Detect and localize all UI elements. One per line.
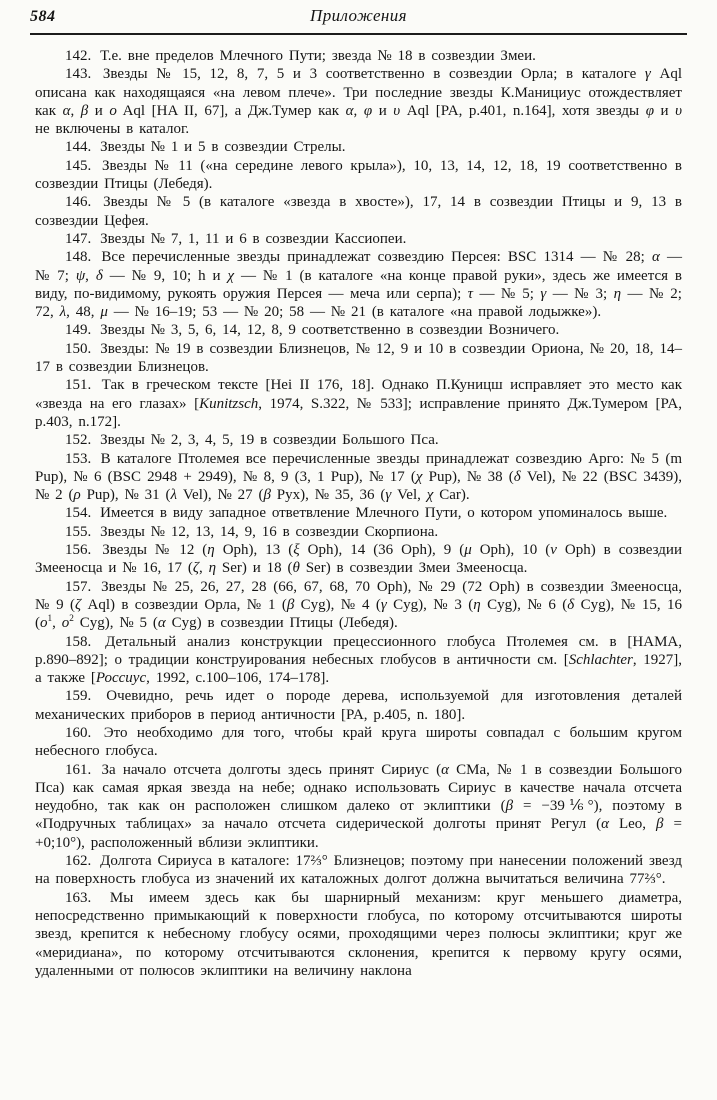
footnote-number: 160. [65, 724, 92, 741]
header-rule [30, 33, 687, 35]
footnote-number: 156. [65, 542, 92, 559]
footnote-number: 163. [65, 889, 92, 906]
footnote-item: 144. Звезды № 1 и 5 в созвездии Стрелы. [65, 139, 346, 156]
footnote-number: 153. [65, 450, 92, 467]
footnote-item: 150. Звезды: № 19 в созвездии Близнецов, № 12, 9 и 10 в созвездии Ориона, № 20, 18, 14–17 в созвездии Близнецов. [35, 340, 682, 376]
footnote-number: 145. [65, 157, 92, 174]
footnote-item: 154. Имеется в виду западное ответвление Млечного Пути, о котором упоминалось выше. [65, 505, 668, 522]
footnote-item: 162. Долгота Сириуса в каталоге: 17⅔° Близнецов; поэтому при нанесении положений звезд на поверхность глобуса из значений их каталожных долгот должна вычитаться величина 77⅔°. [35, 853, 682, 888]
footnote-number: 149. [65, 322, 92, 339]
footnote-item: 156. Звезды № 12 (η Oph), 13 (ξ Oph), 14 (36 Oph), 9 (μ Oph), 10 (ν Oph) в созвездии Змееносца и № 16, 17 (ζ, η Ser) и 18 (θ Ser) в созвездии Змеи Змееносца. [35, 542, 682, 577]
footnote-item: 149. Звезды № 3, 5, 6, 14, 12, 8, 9 соответственно в созвездии Возничего. [65, 322, 560, 339]
page-number: 584 [30, 8, 56, 25]
footnote-item: 145. Звезды № 11 («на середине левого крыла»), 10, 13, 14, 12, 18, 19 соответственно в созвездии Птицы (Лебедя). [35, 157, 682, 193]
footnote-item: 163. Мы имеем здесь как бы шарнирный механизм: круг меньшего диаметра, непосредственно примыкающий к поверхности глобуса, по которому отсчитываются широты звезд, крепится к небесному глобусу осями, проходящими через полюсы эклиптики; круг же «меридиана», по которому отсчитываются склонения, крепится к первому кругу осями, удаленными от полюсов эклиптики на величину наклона [35, 889, 682, 979]
footnote-item: 143. Звезды № 15, 12, 8, 7, 5 и 3 соответственно в созвездии Орла; в каталоге γ Aql описана как находящаяся «на левом плече». Три последние звезды К.Манициус отождествляет как α, β и o Aql [HA II, 67], а Дж.Тумер как α, φ и υ Aql [PA, p.401, n.164], хотя звезды φ и υ не включены в каталог. [35, 66, 683, 138]
footnote-number: 142. [65, 48, 92, 64]
footnote-item: 161. За начало отсчета долготы здесь принят Сириус (α CMa, № 1 в созвездии Большого Пса) как самая яркая звезда на небе; однако использовать Сириус в качестве начала отсчета неудобно, так как он расположен слишком далеко от эклиптики (β = −39⅙°), поэтому в «Подручных таблицах» за начало отсчета сидерической долготы принят Регул (α Leo, β = +0;10°), расположенный вблизи эклиптики. [35, 761, 682, 851]
footnote-number: 157. [65, 578, 92, 595]
footnote-number: 151. [65, 377, 92, 394]
footnote-number: 154. [65, 505, 92, 522]
footnote-number: 152. [65, 432, 92, 449]
footnote-item: 158. Детальный анализ конструкции прецессионного глобуса Птолемея см. в [HAMA, p.890–892]; о традиции конструирования небесных глобусов в античности см. [Schlachter, 1927], а также [Россиус, 1992, с.100–106, 174–178]. [35, 633, 682, 687]
footnote-number: 158. [65, 633, 92, 650]
footnote-number: 161. [65, 761, 92, 778]
footnote-item: 155. Звезды № 12, 13, 14, 9, 16 в созвездии Скорпиона. [65, 523, 439, 540]
footnote-number: 162. [65, 853, 92, 870]
footnote-item: 151. Так в греческом тексте [Hei II 176, 18]. Однако П.Куницш исправляет это место как «звезда на его глазах» [Kunitzsch, 1974, S.322, № 533]; исправление принято Дж.Тумером [PA, p.403, n.172]. [35, 377, 682, 430]
running-title: Приложения [310, 6, 407, 25]
footnote-number: 144. [65, 139, 92, 156]
footnote-item: 142. Т.е. вне пределов Млечного Пути; звезда № 18 в созвездии Змеи. [65, 48, 536, 64]
footnote-item: 153. В каталоге Птолемея все перечисленные звезды принадлежат созвездию Арго: № 5 (m Pup), № 6 (BSC 2948 + 2949), № 8, 9 (3, 1 Pup), № 17 (χ Pup), № 38 (δ Vel), № 22 (BSC 3439), № 2 (ρ Pup), № 31 (λ Vel), № 27 (β Pyx), № 35, 36 (γ Vel, χ Car). [35, 450, 682, 504]
footnote-item: 159. Очевидно, речь идет о породе дерева, используемой для изготовления деталей механических приборов в период античности [PA, p.405, n. 180]. [35, 688, 682, 723]
footnote-number: 150. [65, 340, 92, 357]
footnote-number: 146. [65, 194, 92, 211]
footnote-item: 147. Звезды № 7, 1, 11 и 6 в созвездии Кассиопеи. [65, 230, 407, 247]
footnote-item: 148. Все перечисленные звезды принадлежат созвездию Персея: BSC 1314 — № 28; α — № 7; ψ, δ — № 9, 10; h и χ — № 1 (в каталоге «на конце правой руки», здесь же имеется в виду, по-видимому, рукоять оружия Персея — меча или серпа); τ — № 5; γ — № 3; η — № 2; 72, λ, 48, μ — № 16–19; 53 — № 20; 58 — № 21 (в каталоге «на правой лодыжке»). [35, 249, 682, 321]
footnote-number: 148. [65, 249, 92, 266]
footnote-item: 146. Звезды № 5 (в каталоге «звезда в хвосте»), 17, 14 в созвездии Птицы и 9, 13 в созвездии Цефея. [35, 194, 682, 229]
footnote-number: 147. [65, 230, 92, 247]
page-header [30, 6, 687, 30]
footnote-number: 159. [65, 688, 92, 705]
footnote-number: 143. [65, 66, 92, 83]
footnotes-list [35, 47, 682, 980]
footnote-number: 155. [65, 523, 92, 540]
footnote-item: 152. Звезды № 2, 3, 4, 5, 19 в созвездии Большого Пса. [65, 432, 439, 449]
footnote-item: 157. Звезды № 25, 26, 27, 28 (66, 67, 68, 70 Oph), № 29 (72 Oph) в созвездии Змееносца, № 9 (ζ Aql) в созвездии Орла, № 1 (β Cyg), № 4 (γ Cyg), № 3 (η Cyg), № 6 (δ Cyg), № 15, 16 ($o^1$, $o^2$ Cyg), № 5 (α Cyg) в созвездии Птицы (Лебедя). [35, 578, 682, 632]
footnote-item: 160. Это необходимо для того, чтобы край круга широты совпадал с большим кругом небесного глобуса. [35, 724, 682, 760]
